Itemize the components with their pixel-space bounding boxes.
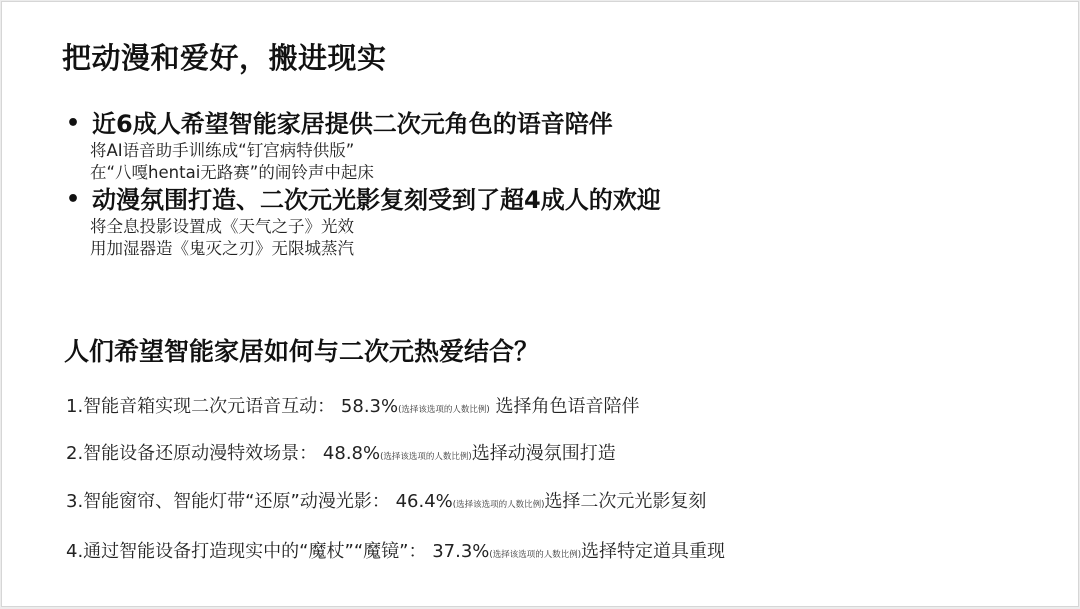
survey-item-tail: 选择动漫氛围打造 <box>471 443 616 464</box>
bullet-dot-icon: • <box>66 111 81 136</box>
bullet-sub-text: 将全息投影设置成《天气之子》光效 <box>90 217 354 236</box>
bullet-main-text: 近6成人希望智能家居提供二次元角色的语音陪伴 <box>92 110 613 138</box>
survey-item <box>66 487 706 513</box>
survey-item-note: (选择该选项的人数比例) <box>489 550 582 560</box>
bullet-sub-text: 在“八嘎hentai无路赛”的闹铃声中起床 <box>90 163 374 182</box>
survey-item-label: 1.智能音箱实现二次元语音互动： <box>66 396 336 417</box>
bullet-sub-text: 用加湿器造《鬼灭之刃》无限城蒸汽 <box>90 239 354 258</box>
slide <box>1 1 1079 607</box>
survey-item-percent: 58.3% <box>340 396 399 417</box>
survey-item-note: (选择该选项的人数比例) <box>452 500 545 510</box>
survey-item-percent: 48.8% <box>322 443 381 464</box>
survey-item <box>66 537 725 563</box>
survey-item-tail: 选择二次元光影复刻 <box>544 491 707 512</box>
bullet-item <box>64 108 964 184</box>
section-question: 人们希望智能家居如何与二次元热爱结合？ <box>64 337 540 366</box>
bullet-main-text: 动漫氛围打造、二次元光影复刻受到了超4成人的欢迎 <box>92 186 661 214</box>
survey-item-label: 2.智能设备还原动漫特效场景： <box>66 443 318 464</box>
survey-item <box>66 392 639 418</box>
survey-item-note: (选择该选项的人数比例) <box>380 452 472 462</box>
survey-item-tail: 选择角色语音陪伴 <box>489 396 640 417</box>
bullet-dot-icon: • <box>66 187 81 212</box>
survey-item-label: 3.智能窗帘、智能灯带“还原”动漫光影： <box>66 491 390 512</box>
survey-item-label: 4.通过智能设备打造现实中的“魔杖”“魔镜”： <box>66 541 427 562</box>
bullet-item <box>64 184 964 260</box>
bullet-sub-text: 将AI语音助手训练成“钉宫病特供版” <box>90 141 355 160</box>
survey-item-percent: 46.4% <box>395 491 453 512</box>
survey-item-percent: 37.3% <box>432 541 490 562</box>
bullet-list <box>64 108 964 260</box>
survey-item-tail: 选择特定道具重现 <box>581 541 726 562</box>
slide-title: 把动漫和爱好，搬进现实 <box>62 41 387 75</box>
survey-item <box>66 439 616 465</box>
survey-item-note: (选择该选项的人数比例) <box>398 405 490 415</box>
